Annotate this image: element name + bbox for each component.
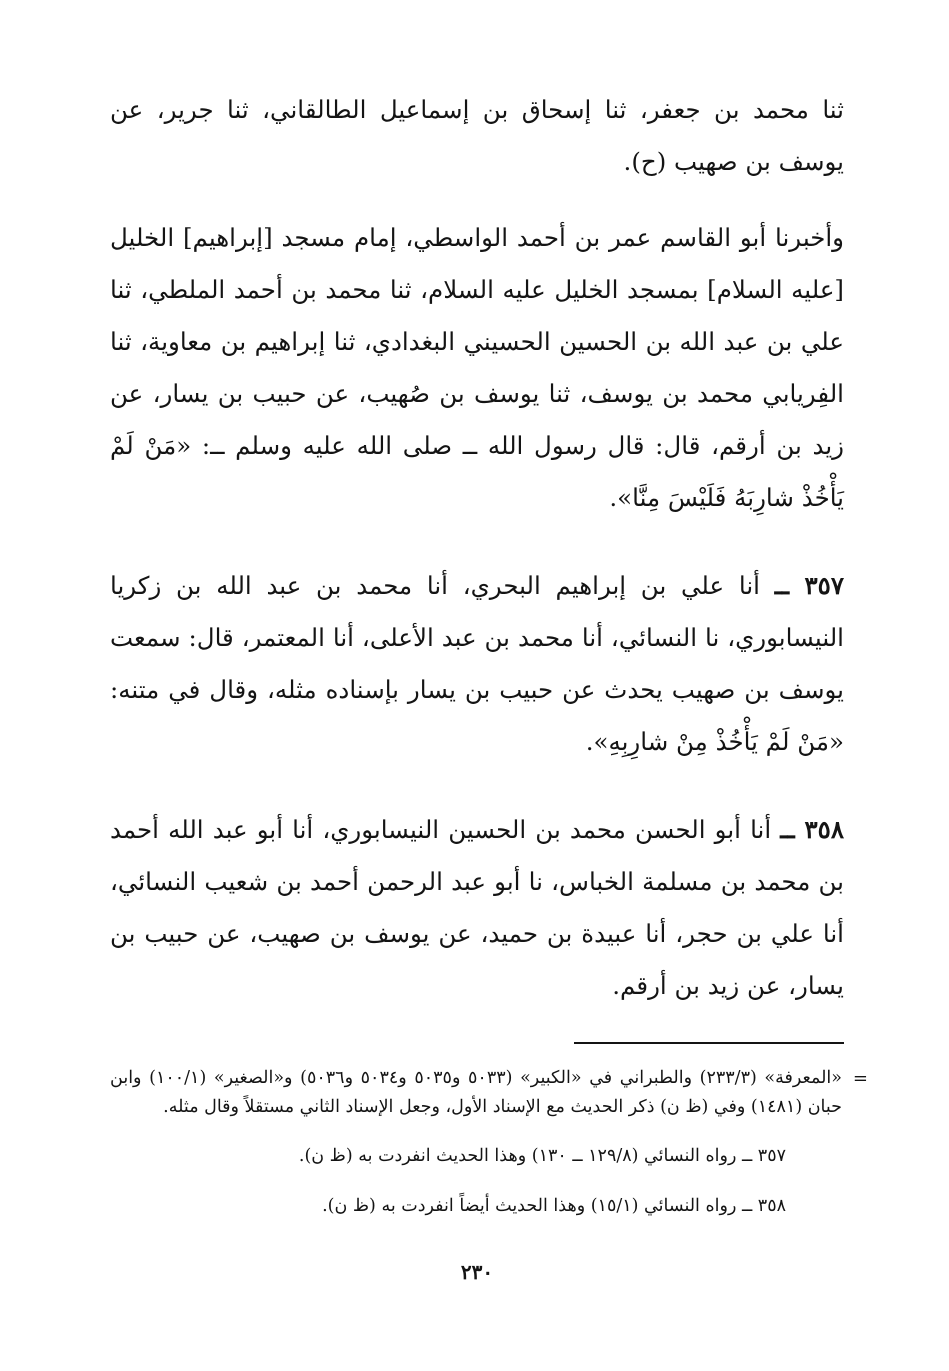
hadith-text-357: أنا علي بن إبراهيم البحري، أنا محمد بن عبد الله بن زكريا النيسابوري، نا النسائي، أنا محمد بن عبد الأعلى، أنا المعتمر، قال: سمعت يوسف بن صهيب يحدث عن حبيب بن يسار بإسناده مثله، وقال في متنه: «مَنْ لَمْ يَأْخُذْ مِنْ شارِبِهِ». xyxy=(110,571,844,756)
hadith-text-358: أنا أبو الحسن محمد بن الحسين النيسابوري، أنا أبو عبد الله أحمد بن محمد بن مسلمة الخباس، نا أبو عبد الرحمن أحمد بن شعيب النسائي، أنا علي بن حجر، أنا عبيدة بن حميد، عن يوسف بن صهيب، عن حبيب بن يسار، عن زيد بن أرقم. xyxy=(110,815,844,1000)
footnote-357: ٣٥٧ ــ رواه النسائي (١٢٩/٨ ــ ١٣٠) وهذا الحديث انفردت به (ظ ن). xyxy=(298,1146,786,1166)
page xyxy=(110,84,868,1371)
footnote-continuation-text: «المعرفة» (٢٣٣/٣) والطبراني في «الكبير» (٥٠٣٣ و٥٠٣٥ و٥٠٣٤ و٥٠٣٦) و«الصغير» (١٠٠/١) وابن حبان (١٤٨١) وفي (ظ ن) ذكر الحديث مع الإسناد الأول، وجعل الإسناد الثاني مستقلاً وقال مثله. xyxy=(110,1068,843,1117)
continuation-marker: = xyxy=(852,1068,868,1089)
body-paragraph-2: وأخبرنا أبو القاسم عمر بن أحمد الواسطي، إمام مسجد [إبراهيم] الخليل [عليه السلام] بمسجد الخليل عليه السلام، ثنا محمد بن أحمد الملطي، ثنا علي بن عبد الله بن الحسين الحسيني البغدادي، ثنا إبراهيم بن معاوية، ثنا الفِريابي محمد بن يوسف، ثنا يوسف بن صُهيب، عن حبيب بن يسار، عن زيد بن أرقم، قال: قال رسول الله ــ صلى الله عليه وسلم ــ: «مَنْ لَمْ يَأْخُذْ شارِبَهُ فَلَيْسَ مِنَّا». xyxy=(110,223,844,512)
hadith-358 xyxy=(110,804,844,1012)
hadith-number-358: ٣٥٨ ــ xyxy=(780,815,844,844)
footnote-358: ٣٥٨ ــ رواه النسائي (١٥/١) وهذا الحديث أيضاً انفردت به (ظ ن). xyxy=(322,1196,786,1216)
body-paragraph-1: ثنا محمد بن جعفر، ثنا إسحاق بن إسماعيل الطالقاني، ثنا جرير، عن يوسف بن صهيب (ح). xyxy=(110,95,844,176)
footnote-divider xyxy=(574,1042,844,1044)
hadith-number-357: ٣٥٧ ــ xyxy=(774,571,844,600)
footnote-continuation xyxy=(110,1064,868,1122)
page-number: ٢٣٠ xyxy=(460,1260,494,1284)
hadith-357 xyxy=(110,560,844,768)
